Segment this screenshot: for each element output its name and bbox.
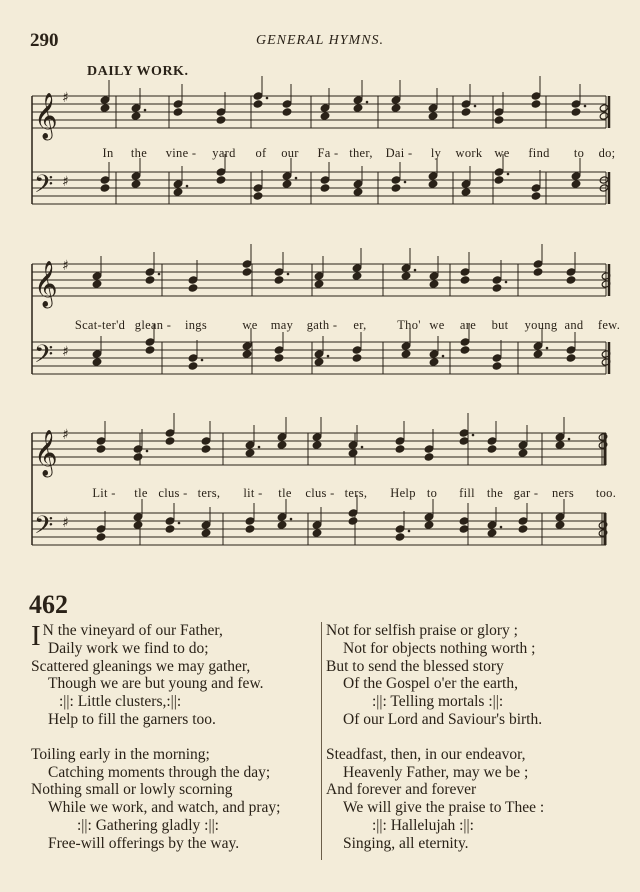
note-head bbox=[395, 437, 405, 445]
column-divider bbox=[321, 622, 322, 860]
note-head bbox=[429, 358, 439, 366]
note-head bbox=[428, 172, 438, 180]
note-head bbox=[274, 346, 284, 354]
note-head bbox=[487, 529, 497, 537]
note-head bbox=[492, 354, 502, 362]
note-head bbox=[96, 533, 106, 541]
note-head bbox=[173, 108, 183, 116]
note-head bbox=[391, 96, 401, 104]
note-head bbox=[395, 445, 405, 453]
note-head bbox=[201, 437, 211, 445]
note-head bbox=[395, 533, 405, 541]
lyric-syllable: are bbox=[459, 318, 477, 332]
lyric-syllable: our bbox=[281, 146, 299, 160]
note-head bbox=[395, 525, 405, 533]
hymn-text-right-column bbox=[326, 622, 626, 870]
music-system-3 bbox=[28, 425, 617, 575]
note-head bbox=[145, 346, 155, 354]
treble-clef-icon: 𝄞 bbox=[34, 93, 58, 139]
note-head bbox=[401, 350, 411, 358]
note-head bbox=[145, 338, 155, 346]
note-head bbox=[487, 437, 497, 445]
note-head bbox=[274, 268, 284, 276]
lyric-syllable: do; bbox=[598, 146, 616, 160]
note-head bbox=[92, 350, 102, 358]
verse-line: Catching moments through the day; bbox=[48, 763, 271, 781]
lyric-syllable: tle bbox=[278, 486, 292, 500]
verse-line: While we work, and watch, and pray; bbox=[48, 799, 281, 817]
note-head bbox=[131, 104, 141, 112]
dot bbox=[546, 347, 549, 350]
note-head bbox=[312, 433, 322, 441]
lyric-syllable: of bbox=[255, 146, 267, 160]
note-head bbox=[401, 272, 411, 280]
sharp-icon: ♯ bbox=[62, 174, 69, 190]
note-head bbox=[566, 268, 576, 276]
dot bbox=[472, 434, 475, 437]
verse-line: Heavenly Father, may we be ; bbox=[343, 763, 529, 781]
note-head bbox=[428, 104, 438, 112]
lyric-syllable: clus - bbox=[305, 486, 335, 500]
note-head bbox=[353, 180, 363, 188]
note-head bbox=[92, 272, 102, 280]
note-head bbox=[133, 513, 143, 521]
note-head bbox=[460, 268, 470, 276]
note-head bbox=[274, 276, 284, 284]
note-head bbox=[492, 276, 502, 284]
note-head bbox=[492, 362, 502, 370]
lyric-syllable: vine - bbox=[165, 146, 197, 160]
note-head bbox=[131, 180, 141, 188]
note-head bbox=[253, 192, 263, 200]
note-head bbox=[282, 108, 292, 116]
note-head bbox=[348, 509, 358, 517]
note-head bbox=[533, 342, 543, 350]
dot bbox=[568, 438, 571, 441]
note-head bbox=[188, 354, 198, 362]
lyric-syllable: Lit - bbox=[92, 486, 116, 500]
note-head bbox=[253, 184, 263, 192]
note-head bbox=[459, 517, 469, 525]
note-head bbox=[242, 342, 252, 350]
note-head bbox=[391, 104, 401, 112]
note-head bbox=[216, 168, 226, 176]
lyric-syllable: find bbox=[528, 146, 550, 160]
sharp-icon: ♯ bbox=[62, 90, 69, 106]
dot bbox=[287, 273, 290, 276]
note-head bbox=[216, 116, 226, 124]
note-head bbox=[253, 92, 263, 100]
note-head bbox=[282, 180, 292, 188]
verse-line: Toiling early in the morning; bbox=[31, 745, 210, 763]
note-head bbox=[352, 272, 362, 280]
verse-line: We will give the praise to Thee : bbox=[343, 799, 545, 817]
note-head bbox=[145, 276, 155, 284]
dot bbox=[442, 355, 445, 358]
lyric-syllable: may bbox=[270, 318, 294, 332]
note-head bbox=[461, 108, 471, 116]
note-head bbox=[518, 441, 528, 449]
note-head bbox=[282, 172, 292, 180]
note-head bbox=[282, 100, 292, 108]
note-head bbox=[100, 184, 110, 192]
note-head bbox=[96, 525, 106, 533]
note-head bbox=[533, 350, 543, 358]
note-head bbox=[391, 184, 401, 192]
note-head bbox=[460, 276, 470, 284]
note-head bbox=[173, 180, 183, 188]
dot bbox=[500, 526, 503, 529]
note-head bbox=[531, 100, 541, 108]
note-head bbox=[459, 437, 469, 445]
note-head bbox=[245, 449, 255, 457]
dot bbox=[201, 359, 204, 362]
sharp-icon: ♯ bbox=[62, 427, 69, 443]
note-head bbox=[173, 100, 183, 108]
note-head bbox=[277, 433, 287, 441]
note-head bbox=[487, 445, 497, 453]
bass-clef-icon: 𝄢 bbox=[34, 340, 54, 375]
note-head bbox=[100, 104, 110, 112]
note-head bbox=[201, 445, 211, 453]
note-head bbox=[494, 168, 504, 176]
bass-clef-icon: 𝄢 bbox=[34, 170, 54, 205]
note-head bbox=[459, 429, 469, 437]
note-head bbox=[92, 358, 102, 366]
note-head bbox=[518, 449, 528, 457]
lyric-syllable: young bbox=[524, 318, 558, 332]
note-head bbox=[424, 445, 434, 453]
note-head bbox=[533, 260, 543, 268]
note-head bbox=[312, 441, 322, 449]
lyric-syllable: to bbox=[573, 146, 585, 160]
note-head bbox=[312, 529, 322, 537]
sharp-icon: ♯ bbox=[62, 258, 69, 274]
note-head bbox=[242, 268, 252, 276]
note-head bbox=[133, 453, 143, 461]
dot bbox=[144, 109, 147, 112]
note-head bbox=[352, 354, 362, 362]
verse-line: But to send the blessed story bbox=[326, 657, 504, 675]
lyric-syllable: gath - bbox=[306, 318, 338, 332]
note-head bbox=[320, 176, 330, 184]
dot bbox=[404, 181, 407, 184]
note-head bbox=[314, 350, 324, 358]
tune-title: DAILY WORK. bbox=[87, 64, 189, 79]
running-header: GENERAL HYMNS. bbox=[255, 33, 385, 48]
dot bbox=[584, 105, 587, 108]
note-head bbox=[216, 176, 226, 184]
lyric-syllable: we bbox=[242, 318, 258, 332]
note-head bbox=[428, 180, 438, 188]
stanza-2 bbox=[326, 622, 626, 729]
lyric-syllable: ther, bbox=[349, 146, 373, 160]
music-system-2 bbox=[28, 256, 621, 396]
verse-line: :||: Gathering gladly :||: bbox=[77, 816, 219, 834]
music-system-1 bbox=[28, 88, 616, 228]
note-head bbox=[274, 354, 284, 362]
note-head bbox=[461, 180, 471, 188]
treble-clef-icon: 𝄞 bbox=[34, 430, 58, 476]
note-head bbox=[314, 272, 324, 280]
verse-line: Singing, all eternity. bbox=[343, 834, 469, 852]
note-head bbox=[96, 437, 106, 445]
note-head bbox=[571, 100, 581, 108]
note-head bbox=[242, 350, 252, 358]
note-head bbox=[242, 260, 252, 268]
treble-clef-icon: 𝄞 bbox=[34, 261, 58, 307]
note-head bbox=[348, 441, 358, 449]
note-head bbox=[165, 517, 175, 525]
note-head bbox=[312, 521, 322, 529]
lyric-syllable: and bbox=[564, 318, 584, 332]
note-head bbox=[353, 188, 363, 196]
verse-line: Of our Lord and Saviour's birth. bbox=[343, 710, 543, 728]
lyric-syllable: too. bbox=[595, 486, 617, 500]
note-head bbox=[555, 441, 565, 449]
dot bbox=[258, 446, 261, 449]
lyric-syllable: but bbox=[491, 318, 509, 332]
stanza-4 bbox=[326, 746, 626, 853]
dot bbox=[178, 522, 181, 525]
lyric-syllable: gar - bbox=[513, 486, 539, 500]
note-head bbox=[599, 112, 609, 120]
note-head bbox=[100, 176, 110, 184]
note-head bbox=[320, 104, 330, 112]
note-head bbox=[494, 176, 504, 184]
lyric-syllable: In bbox=[102, 146, 114, 160]
lyric-syllable: ters, bbox=[197, 486, 221, 500]
note-head bbox=[131, 172, 141, 180]
bass-clef-icon: 𝄢 bbox=[34, 511, 54, 546]
note-head bbox=[566, 276, 576, 284]
verse-line: Nothing small or lowly scorning bbox=[31, 781, 233, 799]
verse-line: Free-will offerings by the way. bbox=[48, 834, 240, 852]
lyrics-line bbox=[28, 146, 616, 164]
note-head bbox=[518, 517, 528, 525]
note-head bbox=[555, 521, 565, 529]
note-head bbox=[245, 441, 255, 449]
note-head bbox=[216, 108, 226, 116]
note-head bbox=[571, 108, 581, 116]
lyric-syllable: ners bbox=[551, 486, 575, 500]
note-head bbox=[424, 453, 434, 461]
verse-line: :||: Little clusters,:||: bbox=[59, 693, 182, 711]
lyric-syllable: we bbox=[494, 146, 510, 160]
page-number: 290 bbox=[30, 30, 59, 51]
dot bbox=[507, 173, 510, 176]
verse-line: :||: Telling mortals :||: bbox=[372, 693, 504, 711]
note-head bbox=[320, 112, 330, 120]
verse-line: Daily work we find to do; bbox=[48, 639, 209, 657]
note-head bbox=[460, 346, 470, 354]
dot bbox=[158, 273, 161, 276]
note-head bbox=[92, 280, 102, 288]
note-head bbox=[566, 346, 576, 354]
verse-line: Steadfast, then, in our endeavor, bbox=[326, 745, 526, 763]
note-head bbox=[348, 449, 358, 457]
lyric-syllable: er, bbox=[353, 318, 367, 332]
note-head bbox=[428, 112, 438, 120]
note-head bbox=[348, 517, 358, 525]
hymn-text-left-column bbox=[31, 622, 331, 870]
dot bbox=[408, 530, 411, 533]
note-head bbox=[133, 445, 143, 453]
lyric-syllable: the bbox=[130, 146, 148, 160]
note-head bbox=[599, 104, 609, 112]
note-head bbox=[352, 264, 362, 272]
verse-line: N the vineyard of our Father, bbox=[42, 622, 223, 639]
lyric-syllable: ters, bbox=[344, 486, 368, 500]
note-head bbox=[555, 433, 565, 441]
lyric-syllable: Help bbox=[390, 486, 416, 500]
dot bbox=[474, 105, 477, 108]
note-head bbox=[165, 525, 175, 533]
note-head bbox=[429, 280, 439, 288]
lyric-syllable: few. bbox=[597, 318, 621, 332]
lyric-syllable: fill bbox=[459, 486, 475, 500]
lyric-syllable: Tho' bbox=[397, 318, 421, 332]
note-head bbox=[461, 100, 471, 108]
lyric-syllable: clus - bbox=[158, 486, 188, 500]
note-head bbox=[245, 517, 255, 525]
note-head bbox=[459, 525, 469, 533]
note-head bbox=[314, 280, 324, 288]
lyric-syllable: yard bbox=[212, 146, 236, 160]
note-head bbox=[460, 338, 470, 346]
hymn-number: 462 bbox=[29, 590, 68, 619]
note-head bbox=[461, 188, 471, 196]
lyric-syllable: to bbox=[426, 486, 438, 500]
note-head bbox=[555, 513, 565, 521]
note-head bbox=[188, 362, 198, 370]
note-head bbox=[566, 354, 576, 362]
dot bbox=[146, 450, 149, 453]
note-head bbox=[277, 513, 287, 521]
lyric-syllable: Scat-ter'd bbox=[74, 318, 126, 332]
verse-line: Help to fill the garners too. bbox=[48, 710, 216, 728]
note-head bbox=[165, 429, 175, 437]
dot bbox=[266, 97, 269, 100]
lyrics-line bbox=[28, 486, 617, 504]
note-head bbox=[320, 184, 330, 192]
note-head bbox=[353, 104, 363, 112]
note-head bbox=[424, 521, 434, 529]
note-head bbox=[165, 437, 175, 445]
lyric-syllable: Dai - bbox=[385, 146, 413, 160]
stanza-1 bbox=[31, 622, 331, 729]
lyric-syllable: lit - bbox=[243, 486, 263, 500]
sharp-icon: ♯ bbox=[62, 344, 69, 360]
note-head bbox=[245, 525, 255, 533]
dot bbox=[361, 446, 364, 449]
note-head bbox=[100, 96, 110, 104]
note-head bbox=[352, 346, 362, 354]
note-head bbox=[531, 184, 541, 192]
verse-line: :||: Hallelujah :||: bbox=[372, 816, 474, 834]
note-head bbox=[429, 272, 439, 280]
dot bbox=[290, 518, 293, 521]
note-head bbox=[424, 513, 434, 521]
note-head bbox=[277, 441, 287, 449]
note-head bbox=[133, 521, 143, 529]
dot bbox=[295, 177, 298, 180]
lyric-syllable: ings bbox=[184, 318, 208, 332]
note-head bbox=[533, 268, 543, 276]
lyric-syllable: the bbox=[486, 486, 504, 500]
dot bbox=[366, 101, 369, 104]
note-head bbox=[494, 116, 504, 124]
note-head bbox=[353, 96, 363, 104]
verse-line: And forever and forever bbox=[326, 781, 477, 799]
note-head bbox=[401, 264, 411, 272]
lyrics-line bbox=[28, 318, 621, 336]
note-head bbox=[571, 180, 581, 188]
dot bbox=[505, 281, 508, 284]
note-head bbox=[131, 112, 141, 120]
note-head bbox=[518, 525, 528, 533]
note-head bbox=[173, 188, 183, 196]
lyric-syllable: we bbox=[429, 318, 445, 332]
note-head bbox=[391, 176, 401, 184]
note-head bbox=[492, 284, 502, 292]
lyric-syllable: work bbox=[455, 146, 483, 160]
verse-line: Not for objects nothing worth ; bbox=[343, 639, 536, 657]
note-head bbox=[201, 521, 211, 529]
note-head bbox=[314, 358, 324, 366]
note-head bbox=[188, 284, 198, 292]
note-head bbox=[401, 342, 411, 350]
drop-capital: I bbox=[31, 620, 41, 652]
note-head bbox=[253, 100, 263, 108]
verse-line: Not for selfish praise or glory ; bbox=[326, 622, 518, 639]
stanza-3 bbox=[31, 746, 331, 853]
lyric-syllable: ly bbox=[430, 146, 442, 160]
note-head bbox=[494, 108, 504, 116]
lyric-syllable: Fa - bbox=[317, 146, 339, 160]
note-head bbox=[531, 192, 541, 200]
verse-line: Though we are but young and few. bbox=[48, 675, 264, 693]
dot bbox=[186, 185, 189, 188]
sharp-icon: ♯ bbox=[62, 515, 69, 531]
note-head bbox=[96, 445, 106, 453]
lyric-syllable: glean - bbox=[134, 318, 172, 332]
dot bbox=[414, 269, 417, 272]
note-head bbox=[277, 521, 287, 529]
note-head bbox=[531, 92, 541, 100]
note-head bbox=[188, 276, 198, 284]
note-head bbox=[201, 529, 211, 537]
note-head bbox=[145, 268, 155, 276]
verse-line: Of the Gospel o'er the earth, bbox=[343, 675, 518, 693]
lyric-syllable: tle bbox=[134, 486, 148, 500]
note-head bbox=[429, 350, 439, 358]
dot bbox=[327, 355, 330, 358]
note-head bbox=[487, 521, 497, 529]
verse-line: Scattered gleanings we may gather, bbox=[31, 657, 251, 675]
note-head bbox=[571, 172, 581, 180]
